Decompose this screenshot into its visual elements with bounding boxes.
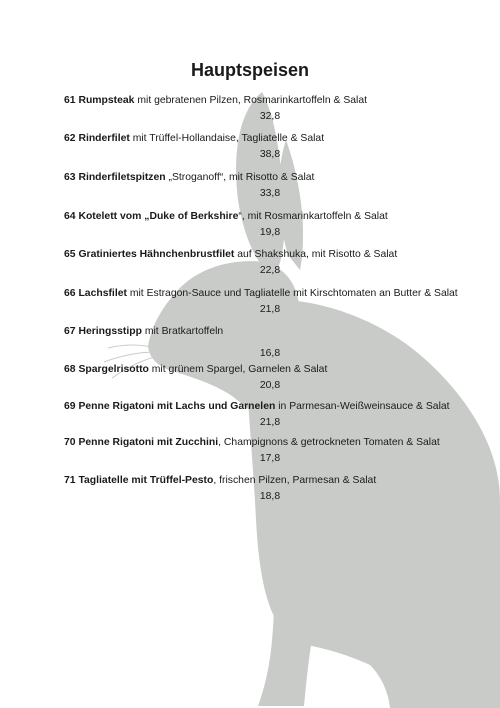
- menu-item-price: 21,8: [259, 417, 281, 428]
- menu-item-name: 64 Kotelett vom „Duke of Berkshire: [64, 211, 239, 222]
- menu-item: [64, 474, 484, 503]
- menu-item-name: 68 Spargelrisotto: [64, 364, 149, 375]
- menu-item-price: 22,8: [259, 265, 281, 276]
- menu-item-description: , frischen Pilzen, Parmesan & Salat: [213, 475, 377, 486]
- menu-item: [64, 400, 484, 429]
- menu-item: [64, 436, 484, 465]
- menu-item-name: 65 Gratiniertes Hähnchenbrustfilet: [64, 249, 235, 260]
- menu-item-description: in Parmesan-Weißweinsauce & Salat: [275, 401, 450, 412]
- menu-item: [64, 132, 484, 161]
- menu-item-name: 66 Lachsfilet: [64, 288, 127, 299]
- menu-item-name: 69 Penne Rigatoni mit Lachs und Garnelen: [64, 401, 276, 412]
- menu-item-price: 38,8: [259, 149, 281, 160]
- menu-item-price: 21,8: [259, 304, 281, 315]
- menu-item-description: „Stroganoff“, mit Risotto & Salat: [165, 172, 315, 183]
- menu-item-price: 17,8: [259, 453, 281, 464]
- menu-item-price: 20,8: [259, 380, 281, 391]
- menu-item-price: 19,8: [259, 227, 281, 238]
- menu-item-name: 63 Rinderfiletspitzen: [64, 172, 166, 183]
- page-title: Hauptspeisen: [190, 60, 310, 80]
- menu-item-price: 32,8: [259, 111, 281, 122]
- menu-item: [64, 363, 484, 392]
- menu-item-description: mit Bratkartoffeln: [141, 326, 224, 337]
- menu-item-price: 16,8: [259, 348, 281, 359]
- menu-item-description: mit gebratenen Pilzen, Rosmarinkartoffeln & Salat: [134, 95, 368, 106]
- menu-item-name: 62 Rinderfilet: [64, 133, 130, 144]
- menu-item: [64, 210, 484, 239]
- menu-item-description: mit Trüffel-Hollandaise, Tagliatelle & Salat: [129, 133, 325, 144]
- menu-item: [64, 171, 484, 200]
- menu-item-name: 70 Penne Rigatoni mit Zucchini: [64, 437, 219, 448]
- menu-item-name: 71 Tagliatelle mit Trüffel-Pesto: [64, 475, 214, 486]
- menu-item-description: mit Estragon-Sauce und Tagliatelle mit Kirschtomaten an Butter & Salat: [126, 288, 458, 299]
- menu-item-description: auf Shakshuka, mit Risotto & Salat: [234, 249, 398, 260]
- menu-item: [64, 94, 484, 123]
- menu-item-description: , Champignons & getrockneten Tomaten & Salat: [218, 437, 440, 448]
- menu-item-price: 18,8: [259, 491, 281, 502]
- menu-item-price: 33,8: [259, 188, 281, 199]
- menu-item: [64, 287, 484, 316]
- menu-item: [64, 248, 484, 277]
- menu-item-name: 67 Heringsstipp: [64, 326, 142, 337]
- menu-item: [64, 325, 484, 360]
- menu-item-description: mit grünem Spargel, Garnelen & Salat: [148, 364, 328, 375]
- menu-item-name: 61 Rumpsteak: [64, 95, 135, 106]
- menu-item-description: “, mit Rosmarinkartoffeln & Salat: [238, 211, 388, 222]
